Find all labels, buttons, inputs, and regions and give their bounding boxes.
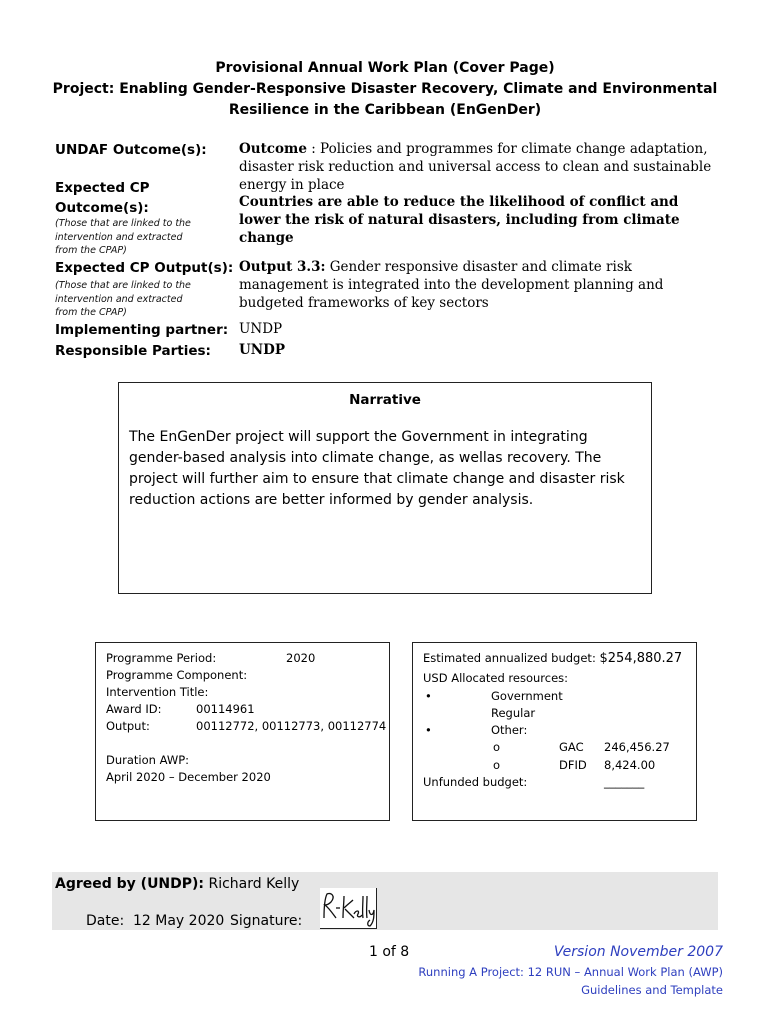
cp-output-text: Gender responsive disaster and climate risk management is integrated into the development planning and budgeted frameworks of key sectors bbox=[239, 259, 664, 311]
agreed-by bbox=[55, 876, 299, 892]
date-label: Date: bbox=[86, 913, 125, 929]
responsible-value: UNDP bbox=[239, 342, 285, 358]
bullet-government: Government bbox=[491, 689, 563, 703]
header-line-2: Project: Enabling Gender-Responsive Disaster Recovery, Climate and Environmental bbox=[52, 81, 718, 97]
agreed-by-label: Agreed by (UNDP): bbox=[55, 876, 205, 892]
programme-component-label: Programme Component: bbox=[106, 668, 248, 682]
narrative-text: The EnGenDer project will support the Government in integrating gender-based analysis into climate change, as wellas recovery. The project will further aim to ensure that climate change and disaster risk reduction actions are better informed by gender analysis. bbox=[129, 429, 625, 508]
usd-allocated-label: USD Allocated resources: bbox=[423, 671, 569, 685]
cp-output-value bbox=[239, 258, 714, 312]
bullet-1-marker: • bbox=[425, 689, 432, 703]
cp-output-prefix: Output 3.3: bbox=[239, 259, 326, 275]
award-id-value: 00114961 bbox=[196, 702, 255, 716]
implementing-label: Implementing partner: bbox=[55, 322, 229, 338]
programme-period-label: Programme Period: bbox=[106, 651, 217, 665]
sub-bullet-1: o bbox=[493, 740, 501, 754]
footer-guidelines bbox=[418, 963, 723, 999]
cp-outcome-note: (Those that are linked to the intervention and extracted from the CPAP) bbox=[55, 218, 191, 256]
signature-icon bbox=[320, 888, 376, 928]
unfunded-value: _______ bbox=[604, 775, 645, 789]
undaf-prefix: Outcome bbox=[239, 141, 307, 157]
narrative-title: Narrative bbox=[349, 392, 421, 408]
duration-label: Duration AWP: bbox=[106, 753, 190, 767]
budget-box bbox=[412, 642, 697, 821]
date-value: 12 May 2020 bbox=[133, 913, 225, 929]
bullet-regular: Regular bbox=[491, 706, 536, 720]
signature-image bbox=[320, 888, 377, 929]
cp-outcome-label-2: Outcome(s): bbox=[55, 200, 149, 216]
dfid-value: 8,424.00 bbox=[604, 758, 656, 772]
undaf-label: UNDAF Outcome(s): bbox=[55, 142, 207, 158]
estimated-budget-value: $254,880.27 bbox=[599, 651, 683, 666]
duration-value: April 2020 – December 2020 bbox=[106, 770, 271, 784]
estimated-budget-label: Estimated annualized budget: bbox=[423, 651, 596, 665]
programme-box bbox=[95, 642, 390, 821]
unfunded-label: Unfunded budget: bbox=[423, 775, 528, 789]
output-label: Output: bbox=[106, 719, 150, 733]
page-number: 1 of 8 bbox=[369, 944, 410, 960]
agreed-by-name: Richard Kelly bbox=[204, 876, 300, 892]
signature-label: Signature: bbox=[230, 913, 303, 929]
version-label: Version November 2007 bbox=[553, 944, 723, 960]
narrative-box bbox=[118, 382, 652, 594]
header-line-1: Provisional Annual Work Plan (Cover Page) bbox=[215, 60, 555, 76]
bullet-other: Other: bbox=[491, 723, 528, 737]
document-header bbox=[0, 58, 770, 121]
cp-outcome-label-1: Expected CP bbox=[55, 180, 150, 196]
cp-outcome-value: Countries are able to reduce the likelihood of conflict and lower the risk of natural disasters, including from climate change bbox=[239, 194, 680, 246]
cp-output-label: Expected CP Output(s): bbox=[55, 260, 234, 276]
implementing-value: UNDP bbox=[239, 321, 283, 337]
undaf-value bbox=[239, 140, 714, 194]
award-id-label: Award ID: bbox=[106, 702, 162, 716]
responsible-label: Responsible Parties: bbox=[55, 343, 211, 359]
bullet-2-marker: • bbox=[425, 723, 432, 737]
dfid-label: DFID bbox=[559, 758, 587, 772]
gac-label: GAC bbox=[559, 740, 584, 754]
cp-outcome-label bbox=[55, 178, 150, 218]
footer-line-1: Running A Project: 12 RUN – Annual Work Plan (AWP) bbox=[418, 965, 723, 979]
gac-value: 246,456.27 bbox=[604, 740, 670, 754]
undaf-text: : Policies and programmes for climate change adaptation, disaster risk reduction and universal access to clean and sustainable energy in place bbox=[239, 141, 712, 193]
sub-bullet-2: o bbox=[493, 758, 501, 772]
estimated-budget bbox=[423, 650, 682, 667]
cp-output-note: (Those that are linked to the intervention and extracted from the CPAP) bbox=[55, 280, 191, 318]
header-line-3: Resilience in the Caribbean (EnGenDer) bbox=[228, 102, 542, 118]
output-value: 00112772, 00112773, 00112774 bbox=[196, 719, 387, 733]
programme-period-value: 2020 bbox=[286, 651, 316, 665]
footer-line-2: Guidelines and Template bbox=[581, 983, 723, 997]
intervention-title-label: Intervention Title: bbox=[106, 685, 209, 699]
